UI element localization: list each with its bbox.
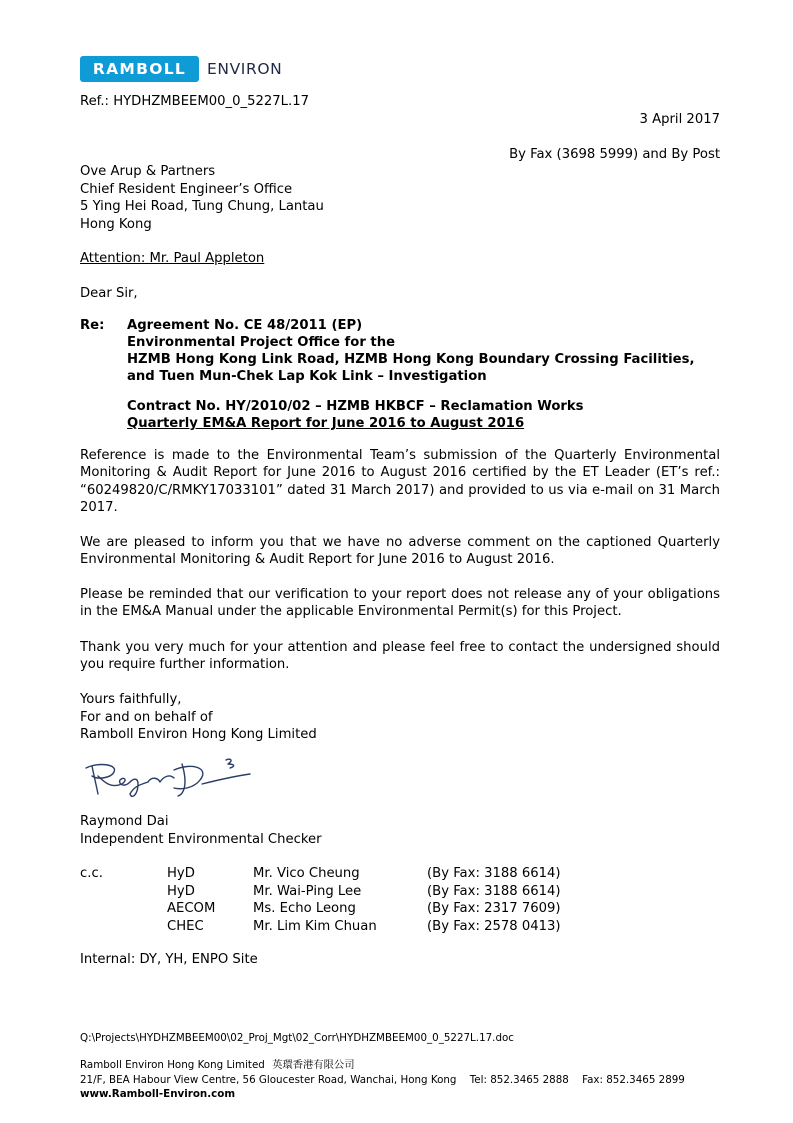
logo-brand: RAMBOLL (92, 60, 187, 78)
cc-fax: (By Fax: 3188 6614) (427, 883, 561, 899)
contract-block (127, 398, 584, 432)
cc-person: Mr. Wai-Ping Lee (253, 883, 362, 899)
attention-line: Attention: Mr. Paul Appleton (80, 251, 265, 266)
subject-line: Agreement No. CE 48/2011 (EP) (127, 318, 363, 333)
subject-line: Environmental Project Office for the (127, 335, 396, 350)
internal-distribution: Internal: DY, YH, ENPO Site (80, 952, 258, 967)
cc-org: HyD (167, 883, 195, 899)
subject-block (127, 317, 694, 385)
body-paragraph (80, 447, 720, 516)
body-paragraph (80, 534, 720, 569)
cc-label: c.c. (80, 866, 103, 881)
footer-company-line (80, 1059, 355, 1072)
recipient-line: Ove Arup & Partners (80, 164, 216, 179)
handwritten-signature (78, 754, 258, 806)
cc-fax: (By Fax: 2317 7609) (427, 901, 561, 916)
paragraph-text: Thank you very much for your attention and please feel free to contact the undersigned should you require further information. (80, 640, 720, 673)
signatory-block (80, 813, 322, 848)
footer-company: Ramboll Environ Hong Kong Limited (80, 1059, 265, 1071)
recipient-line: Hong Kong (80, 216, 152, 232)
cc-org-column (167, 865, 215, 935)
body-paragraph (80, 586, 720, 621)
footer-fax: Fax: 852.3465 2899 (582, 1074, 685, 1086)
cc-org: AECOM (167, 901, 216, 916)
body-paragraph (80, 639, 720, 674)
salutation: Dear Sir, (80, 286, 138, 301)
footer-website[interactable]: www.Ramboll-Environ.com (80, 1088, 236, 1100)
letter-date: 3 April 2017 (639, 112, 720, 127)
contract-line: Contract No. HY/2010/02 – HZMB HKBCF – Reclamation Works (127, 399, 584, 414)
recipient-line: Chief Resident Engineer’s Office (80, 181, 293, 197)
report-title: Quarterly EM&A Report for June 2016 to August 2016 (127, 416, 525, 431)
cc-person-column (253, 865, 377, 935)
logo-suffix: ENVIRON (207, 60, 283, 78)
cc-fax: (By Fax: 2578 0413) (427, 918, 561, 934)
cc-person: Mr. Vico Cheung (253, 866, 360, 881)
file-path: Q:\Projects\HYDHZMBEEM00\02_Proj_Mgt\02_Corr\HYDHZMBEEM00_0_5227L.17.doc (80, 1032, 514, 1044)
paragraph-text: Please be reminded that our verification to your report does not release any of your obligations in the EM&A Manual under the applicable Environmental Permit(s) for this Project. (80, 587, 720, 620)
closing-line: For and on behalf of (80, 709, 213, 725)
subject-line: and Tuen Mun-Chek Lap Kok Link – Investigation (127, 369, 487, 384)
signatory-name: Raymond Dai (80, 814, 169, 829)
company-logo (80, 56, 199, 82)
cc-fax-column (427, 865, 561, 935)
re-label: Re: (80, 318, 105, 333)
cc-fax: (By Fax: 3188 6614) (427, 866, 561, 881)
recipient-address (80, 163, 324, 233)
closing-block (80, 691, 317, 744)
paragraph-text: Reference is made to the Environmental Team’s submission of the Quarterly Environmental Monitoring & Audit Report for June 2016 to August 2016 certified by the ET Leader (ET’s ref.: “60249820/C/RMKY17033101” dated 31 March 2017) and provided to us via e-mail on 31 March 2017. (80, 448, 720, 515)
closing-line: Ramboll Environ Hong Kong Limited (80, 727, 317, 742)
cc-org: CHEC (167, 918, 204, 934)
cc-org: HyD (167, 866, 195, 881)
subject-line: HZMB Hong Kong Link Road, HZMB Hong Kong Boundary Crossing Facilities, (127, 352, 695, 367)
signatory-title: Independent Environmental Checker (80, 831, 322, 847)
closing-line: Yours faithfully, (80, 692, 182, 707)
paragraph-text: We are pleased to inform you that we have no adverse comment on the captioned Quarterly Environmental Monitoring & Audit Report for June 2016 to August 2016. (80, 535, 720, 568)
footer-address-line (80, 1074, 685, 1087)
cc-person: Ms. Echo Leong (253, 901, 356, 916)
cc-person: Mr. Lim Kim Chuan (253, 918, 377, 934)
footer-address: 21/F, BEA Habour View Centre, 56 Gloucester Road, Wanchai, Hong Kong (80, 1074, 457, 1086)
reference-number: Ref.: HYDHZMBEEM00_0_5227L.17 (80, 94, 309, 109)
recipient-line: 5 Ying Hei Road, Tung Chung, Lantau (80, 199, 324, 214)
footer-company-cn: 英環香港有限公司 (272, 1059, 355, 1071)
footer-tel: Tel: 852.3465 2888 (469, 1074, 569, 1086)
delivery-method: By Fax (3698 5999) and By Post (509, 147, 720, 162)
